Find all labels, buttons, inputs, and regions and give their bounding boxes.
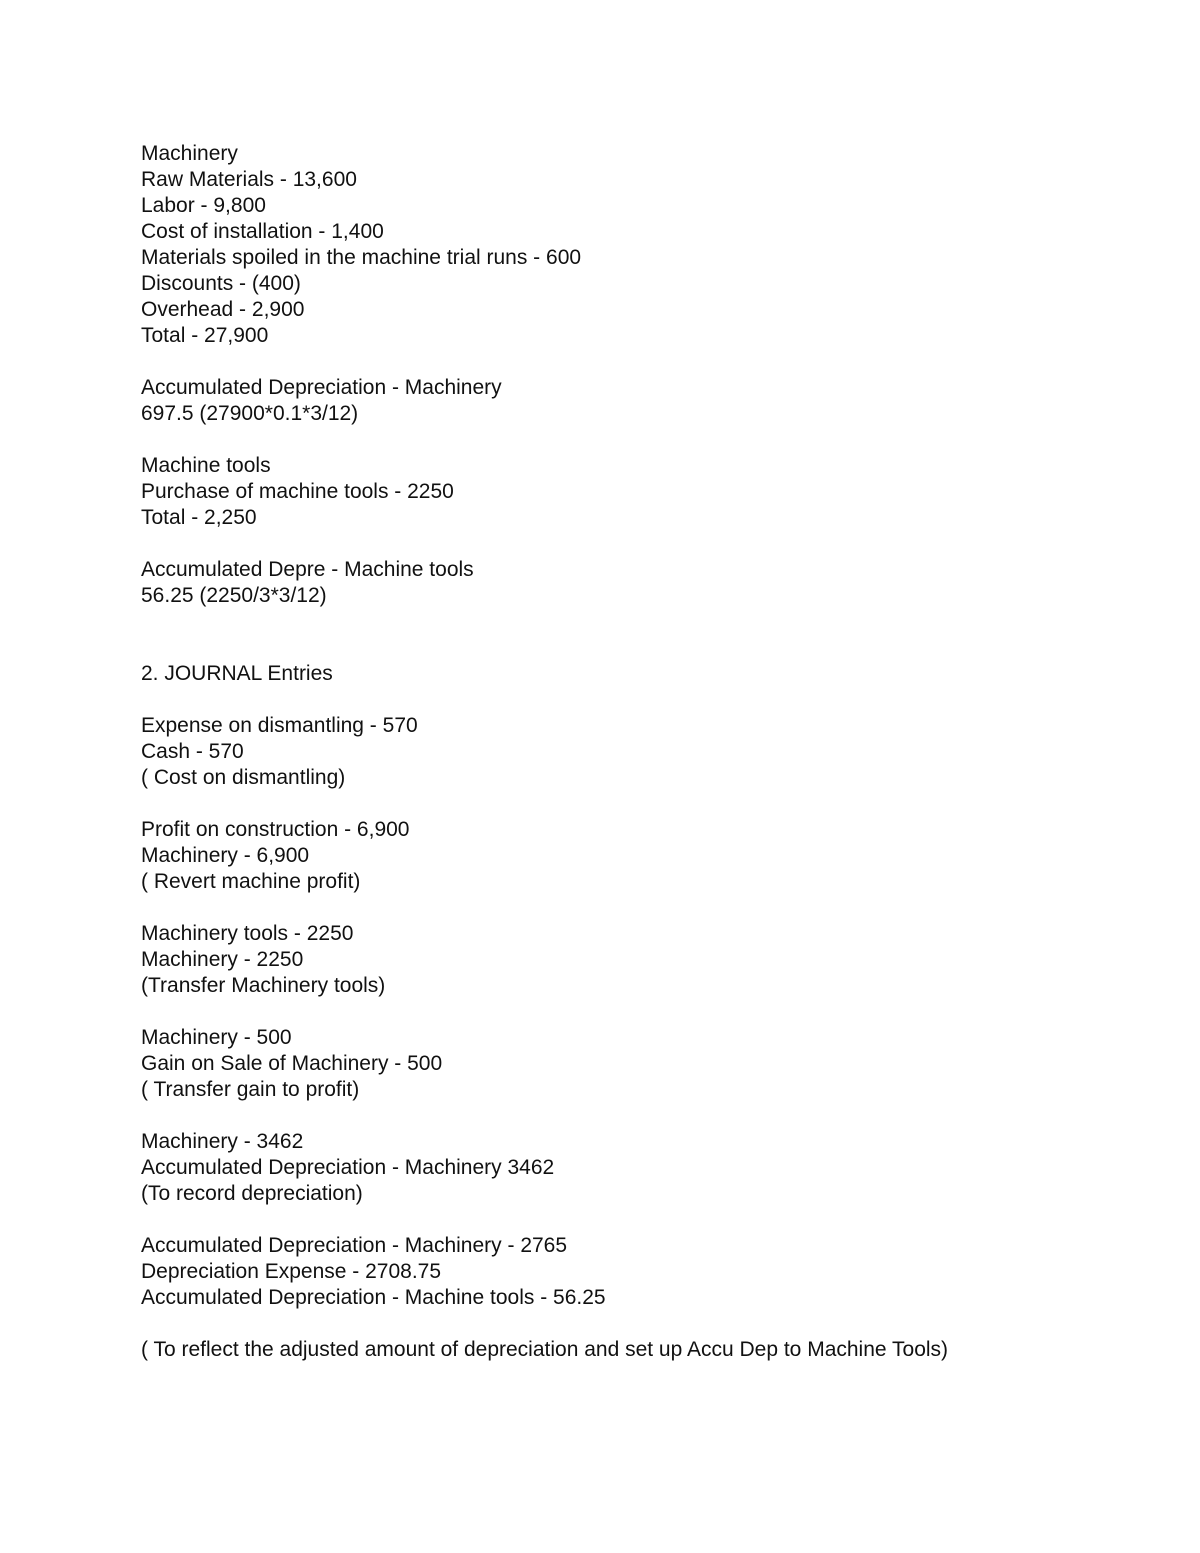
section-title: Machine tools [141, 454, 271, 477]
total-line: Total - 2,250 [141, 506, 257, 529]
entry-credit: Accumulated Depreciation - Machinery 3462 [141, 1156, 555, 1179]
entry-credit: Cash - 570 [141, 740, 244, 763]
cost-line: Cost of installation - 1,400 [141, 220, 384, 243]
section-title: Machinery [141, 142, 238, 165]
entry-note: ( Cost on dismantling) [141, 766, 346, 789]
cost-line: Labor - 9,800 [141, 194, 266, 217]
entry-credit: Machinery - 2250 [141, 948, 304, 971]
cost-line: Discounts - (400) [141, 272, 301, 295]
entry-debit: Depreciation Expense - 2708.75 [141, 1260, 442, 1283]
journal-entry [141, 1025, 1141, 1103]
cost-line: Overhead - 2,900 [141, 298, 305, 321]
cost-line: Raw Materials - 13,600 [141, 168, 357, 191]
depreciation-value: 56.25 (2250/3*3/12) [141, 584, 327, 607]
journal-entry [141, 1129, 1141, 1207]
entry-note: ( Transfer gain to profit) [141, 1078, 360, 1101]
entry-debit: Expense on dismantling - 570 [141, 714, 418, 737]
depreciation-value: 697.5 (27900*0.1*3/12) [141, 402, 359, 425]
entry-debit: Accumulated Depreciation - Machinery - 2765 [141, 1234, 568, 1257]
accum-tools-section [141, 557, 1141, 609]
entry-note: (To record depreciation) [141, 1182, 363, 1205]
journal-entry [141, 817, 1141, 895]
entry-debit: Machinery - 500 [141, 1026, 292, 1049]
journal-entry [141, 713, 1141, 791]
total-line: Total - 27,900 [141, 324, 269, 347]
entry-credit: Accumulated Depreciation - Machine tools - 56.25 [141, 1286, 606, 1309]
journal-entry [141, 1233, 1141, 1363]
accum-machinery-section [141, 375, 1141, 427]
machine-tools-section [141, 453, 1141, 531]
entry-credit: Machinery - 6,900 [141, 844, 310, 867]
journal-heading: 2. JOURNAL Entries [141, 662, 333, 685]
journal-entry [141, 921, 1141, 999]
cost-line: Purchase of machine tools - 2250 [141, 480, 454, 503]
section-title: Accumulated Depreciation - Machinery [141, 376, 502, 399]
entry-debit: Machinery tools - 2250 [141, 922, 354, 945]
entry-debit: Profit on construction - 6,900 [141, 818, 410, 841]
entry-note: ( Revert machine profit) [141, 870, 361, 893]
entry-credit: Gain on Sale of Machinery - 500 [141, 1052, 443, 1075]
section-title: Accumulated Depre - Machine tools [141, 558, 474, 581]
entry-debit: Machinery - 3462 [141, 1130, 304, 1153]
document-page [141, 141, 1141, 1363]
entry-note: (Transfer Machinery tools) [141, 974, 386, 997]
cost-line: Materials spoiled in the machine trial runs - 600 [141, 246, 582, 269]
machinery-section [141, 141, 1141, 349]
entry-note: ( To reflect the adjusted amount of depreciation and set up Accu Dep to Machine Tools) [141, 1338, 949, 1361]
